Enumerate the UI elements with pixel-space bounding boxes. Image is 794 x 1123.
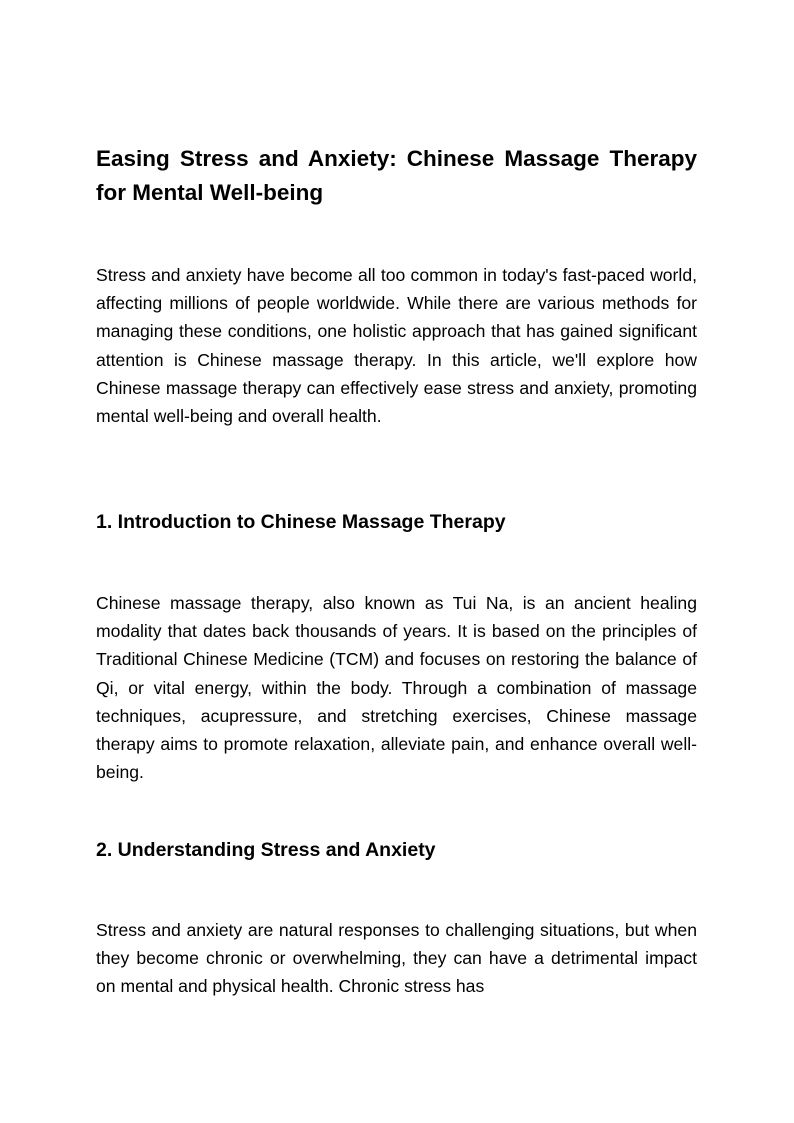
- section-paragraph-introduction: Chinese massage therapy, also known as Tui Na, is an ancient healing modality that dates back thousands of years. It is based on the principles of Traditional Chinese Medicine (TCM) and focuses on restoring the balance of Qi, or vital energy, within the body. Through a combination of massage techniques, acupressure, and stretching exercises, Chinese massage therapy aims to promote relaxation, alleviate pain, and enhance overall well-being.: [96, 593, 697, 783]
- intro-paragraph: Stress and anxiety have become all too common in today's fast-paced world, affecting millions of people worldwide. While there are various methods for managing these conditions, one holistic approach that has gained significant attention is Chinese massage therapy. In this article, we'll explore how Chinese massage therapy can effectively ease stress and anxiety, promoting mental well-being and overall health.: [96, 265, 697, 427]
- section-heading-understanding: 2. Understanding Stress and Anxiety: [96, 839, 436, 861]
- section-paragraph-understanding: Stress and anxiety are natural responses to challenging situations, but when they become chronic or overwhelming, they can have a detrimental impact on mental and physical health. Chronic stress has: [96, 920, 697, 997]
- document-title: Easing Stress and Anxiety: Chinese Massage Therapy for Mental Well-being: [96, 146, 697, 205]
- section-heading-introduction: 1. Introduction to Chinese Massage Therapy: [96, 511, 506, 533]
